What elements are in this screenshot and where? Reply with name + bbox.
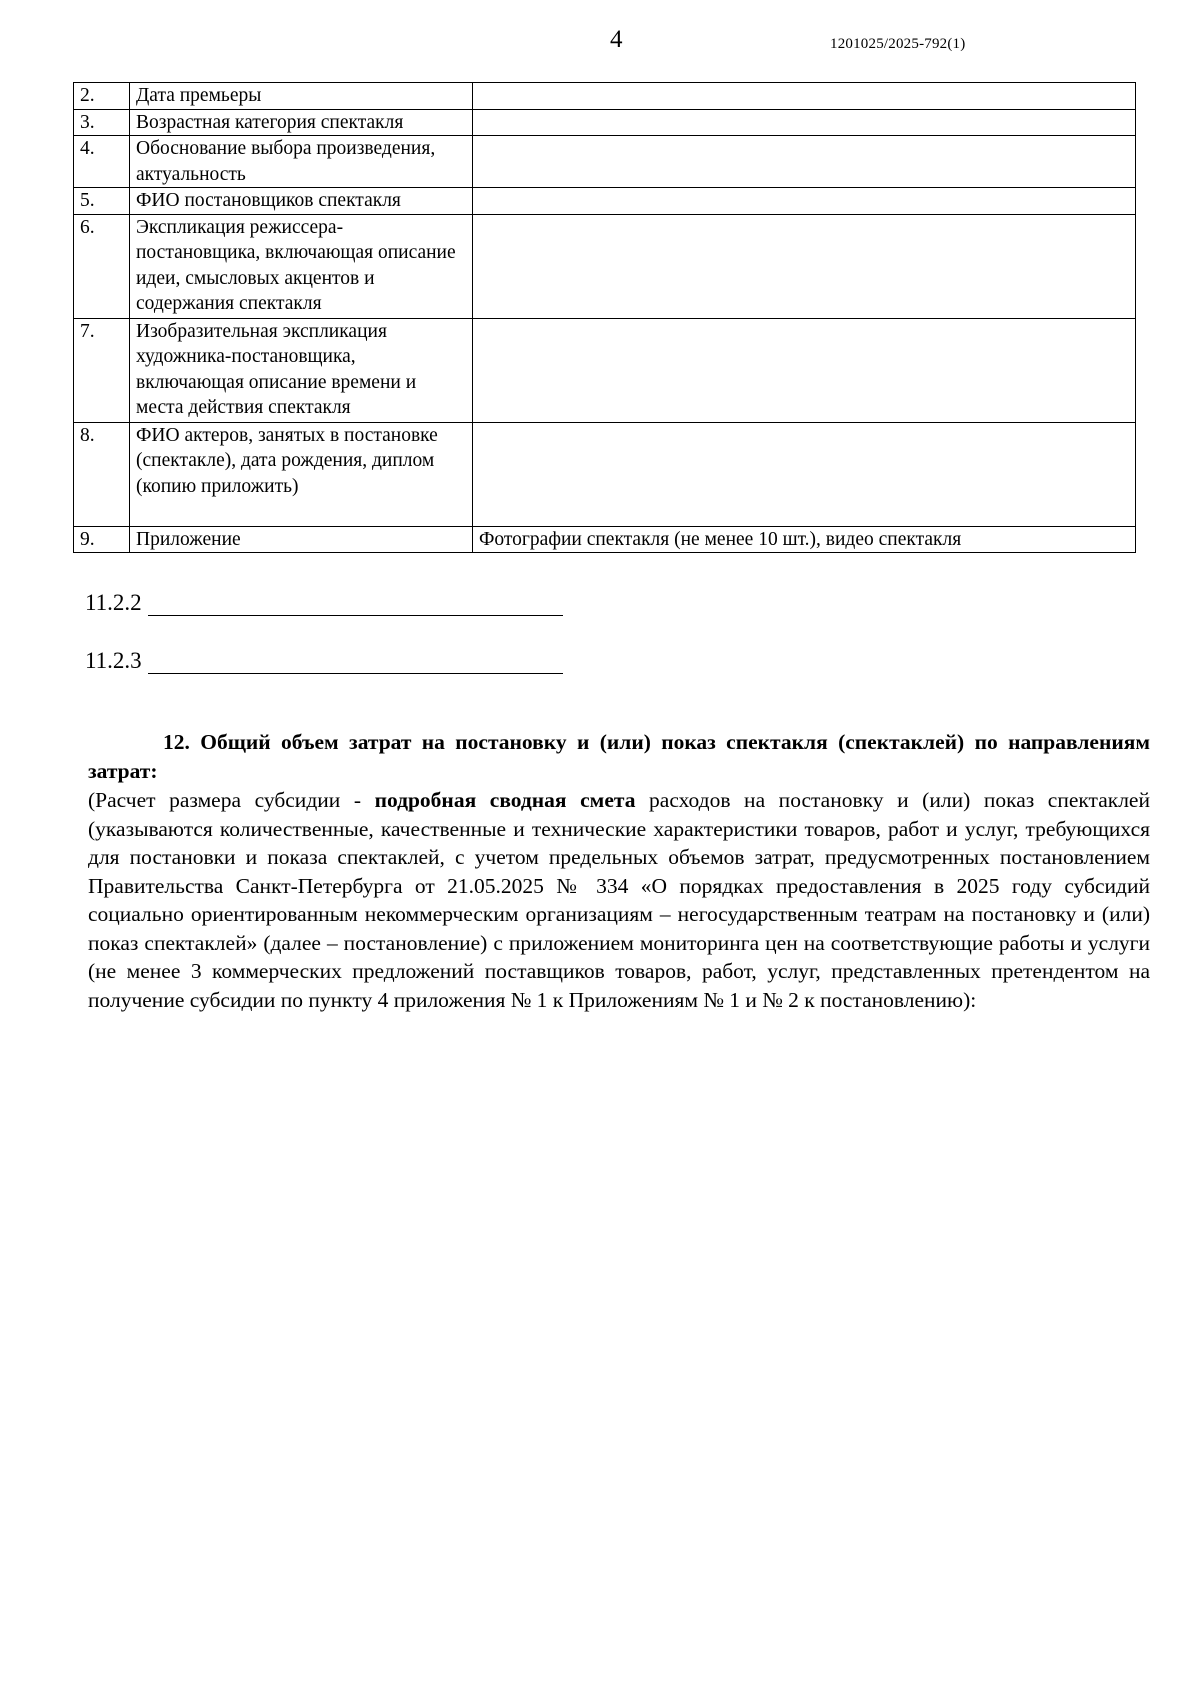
row-value <box>473 136 1136 188</box>
table-row <box>74 188 1136 215</box>
section-12-body-rest: расходов на постановку и (или) показ спектаклей (указываются количественные, качественные и технические характеристики товаров, работ и услуг, требующихся для постановки и показа спектаклей, с учетом предельных объемов затрат, предусмотренных постановлением Правительства Санкт-Петербурга от 21.05.2025 № 334 «О порядках предоставления в 2025 году субсидий социально ориентированным некоммерческим организациям – негосударственным театрам на постановку и (или) показ спектаклей» (далее – постановление) с приложением мониторинга цен на соответствующие работы и услуги (не менее 3 коммерческих предложений поставщиков товаров, работ, услуг, представленных претендентом на получение субсидии по пункту 4 приложения № 1 к Приложениям № 1 и № 2 к постановлению): <box>88 788 1150 1012</box>
table-row <box>74 214 1136 318</box>
row-value <box>473 83 1136 110</box>
blank-item-label: 11.2.3 <box>85 648 142 673</box>
row-value <box>473 188 1136 215</box>
row-value <box>473 109 1136 136</box>
table-row <box>74 83 1136 110</box>
row-number: 4. <box>74 136 130 188</box>
row-value: Фотографии спектакля (не менее 10 шт.), видео спектакля <box>473 526 1136 553</box>
row-number: 9. <box>74 526 130 553</box>
fill-in-line <box>148 651 563 674</box>
document-code: 1201025/2025-792(1) <box>830 36 966 52</box>
row-label: ФИО постановщиков спектакля <box>130 188 473 215</box>
table-row <box>74 422 1136 526</box>
row-value <box>473 422 1136 526</box>
section-12-heading: 12. Общий объем затрат на постановку и (или) показ спектакля (спектаклей) по направлениям затрат: <box>88 730 1150 783</box>
table-row <box>74 526 1136 553</box>
fill-in-line <box>148 593 563 616</box>
table-row <box>74 136 1136 188</box>
section-12-body-bold: подробная сводная смета <box>374 788 636 812</box>
section-12-body <box>88 786 1150 1014</box>
row-label: Возрастная категория спектакля <box>130 109 473 136</box>
table-row <box>74 318 1136 422</box>
row-label: Изобразительная экспликация художника-постановщика, включающая описание времени и места действия спектакля <box>130 318 473 422</box>
row-number: 5. <box>74 188 130 215</box>
blank-item-11-2-2 <box>85 590 563 616</box>
row-label: Приложение <box>130 526 473 553</box>
row-number: 2. <box>74 83 130 110</box>
row-number: 8. <box>74 422 130 526</box>
blank-item-11-2-3 <box>85 648 563 674</box>
application-table <box>73 82 1136 553</box>
row-number: 6. <box>74 214 130 318</box>
table-row <box>74 109 1136 136</box>
row-value <box>473 318 1136 422</box>
blank-item-label: 11.2.2 <box>85 590 142 615</box>
row-label: Экспликация режиссера-постановщика, включающая описание идеи, смысловых акцентов и содержания спектакля <box>130 214 473 318</box>
row-label: ФИО актеров, занятых в постановке (спектакле), дата рождения, диплом (копию приложить) <box>130 422 473 526</box>
row-number: 3. <box>74 109 130 136</box>
page-number: 4 <box>610 26 623 53</box>
row-number: 7. <box>74 318 130 422</box>
row-value <box>473 214 1136 318</box>
section-12-body-prefix: (Расчет размера субсидии - <box>88 788 375 812</box>
row-label: Дата премьеры <box>130 83 473 110</box>
row-label: Обоснование выбора произведения, актуальность <box>130 136 473 188</box>
